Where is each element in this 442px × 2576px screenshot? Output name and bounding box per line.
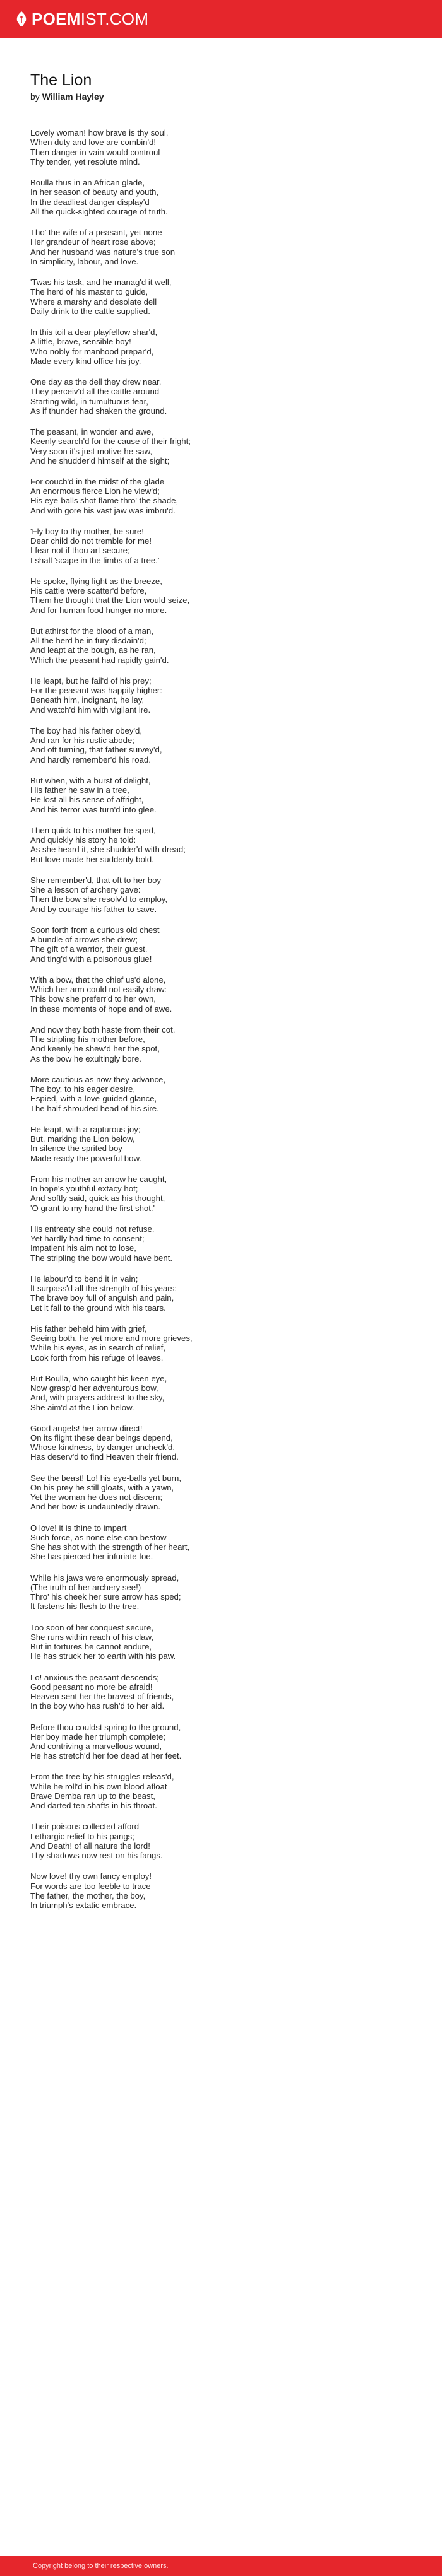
poem-stanza: [30, 1473, 412, 1512]
pen-nib-icon: [15, 11, 28, 27]
by-label: by: [30, 91, 40, 102]
poem-line: On his prey he still gloats, with a yawn,: [30, 1482, 174, 1492]
logo-text-light: IST.COM: [80, 9, 149, 28]
poem-line: He has stretch'd her foe dead at her feet.: [30, 1751, 182, 1761]
poem-line: Let it fall to the ground with his tears.: [30, 1303, 166, 1313]
poem-line: Keenly search'd for the cause of their fright;: [30, 436, 191, 447]
poem-line: And her husband was nature's true son: [30, 247, 176, 257]
poem-line: Good peasant no more be afraid!: [30, 1682, 153, 1692]
poem-line: The brave boy full of anguish and pain,: [30, 1293, 174, 1303]
poem-line: Their poisons collected afford: [30, 1822, 140, 1832]
poem-line: All the quick-sighted courage of truth.: [30, 206, 168, 216]
poem-stanza: [30, 1673, 412, 1711]
poem-line: The gift of a warrior, their guest,: [30, 944, 148, 954]
poem-line: Who nobly for manhood prepar'd,: [30, 346, 154, 356]
poem-line: The half-shrouded head of his sire.: [30, 1103, 159, 1113]
poem-line: Yet the woman he does not discern;: [30, 1492, 163, 1502]
poem-line: Whose kindness, by danger uncheck'd,: [30, 1443, 176, 1453]
poem-line: A bundle of arrows she drew;: [30, 935, 138, 945]
poem-stanza: [30, 577, 412, 615]
poem-line: Then danger in vain would controul: [30, 147, 160, 157]
poem-stanza: [30, 278, 412, 316]
poem-line: All the herd he in fury disdain'd;: [30, 636, 146, 646]
poem-line: It surpass'd all the strength of his years:: [30, 1283, 177, 1293]
poem-line: While he roll'd in his own blood afloat: [30, 1781, 167, 1791]
poem-line: While his eyes, as in search of relief,: [30, 1343, 166, 1353]
site-header: [0, 0, 442, 38]
poem-line: In silence the sprited boy: [30, 1144, 122, 1154]
poem-stanza: [30, 427, 412, 465]
poem-line: He labour'd to bend it in vain;: [30, 1273, 138, 1284]
poem-line: Yet hardly had time to consent;: [30, 1233, 145, 1243]
poem-line: Them he thought that the Lion would seize,: [30, 595, 190, 606]
poem-line: From his mother an arrow he caught,: [30, 1174, 167, 1184]
poem-line: And quickly his story he told:: [30, 835, 136, 845]
poem-line: Thy tender, yet resolute mind.: [30, 156, 140, 167]
poem-line: And his terror was turn'd into glee.: [30, 804, 157, 814]
poem-stanza: [30, 1523, 412, 1562]
poem-line: Soon forth from a curious old chest: [30, 925, 160, 935]
poem-line: Made ready the powerful bow.: [30, 1153, 141, 1163]
poem-line: In her season of beauty and youth,: [30, 187, 159, 197]
poem-line: And contriving a marvellous wound,: [30, 1742, 162, 1752]
poem-stanza: [30, 1723, 412, 1761]
poem-line: Seeing both, he yet more and more grieves,: [30, 1333, 193, 1343]
poem-line: His eye-balls shot flame thro' the shade,: [30, 496, 179, 506]
poem-line: I fear not if thou art secure;: [30, 546, 130, 556]
poem-line: Too soon of her conquest secure,: [30, 1622, 154, 1632]
poem-line: And for human food hunger no more.: [30, 605, 167, 615]
poem-line: The peasant, in wonder and awe,: [30, 426, 154, 436]
poem-line: More cautious as now they advance,: [30, 1074, 166, 1084]
poem-line: In triumph's extatic embrace.: [30, 1900, 137, 1911]
poem-line: His father beheld him with grief,: [30, 1323, 147, 1333]
poem-line: One day as the dell they drew near,: [30, 377, 162, 387]
poem-line: Then the bow she resolv'd to employ,: [30, 894, 168, 905]
poem-line: Where a marshy and desolate dell: [30, 296, 157, 307]
poem-line: For the peasant was happily higher:: [30, 686, 162, 696]
poem-stanza: [30, 1075, 412, 1113]
poem-line: And softly said, quick as his thought,: [30, 1193, 165, 1203]
poem-line: She has shot with the strength of her heart,: [30, 1542, 190, 1552]
poem-line: Daily drink to the cattle supplied.: [30, 306, 150, 316]
poem-line: But love made her suddenly bold.: [30, 854, 154, 864]
poem-line: They perceiv'd all the cattle around: [30, 387, 160, 397]
poem-line: Boulla thus in an African glade,: [30, 177, 145, 187]
poem-stanza: [30, 477, 412, 515]
poem-stanza: [30, 1374, 412, 1412]
poem-stanza: [30, 327, 412, 366]
poem-line: Thro' his cheek her sure arrow has sped;: [30, 1592, 181, 1602]
poem-line: 'Fly boy to thy mother, be sure!: [30, 526, 144, 536]
poem-stanza: [30, 228, 412, 266]
site-footer: [0, 2556, 442, 2576]
poem-line: Look forth from his refuge of leaves.: [30, 1352, 164, 1362]
poem-line: The stripling his mother before,: [30, 1034, 145, 1045]
poem-line: (The truth of her archery see!): [30, 1582, 141, 1592]
poem-line: Has deserv'd to find Heaven their friend.: [30, 1452, 179, 1462]
poem-line: She has pierced her infuriate foe.: [30, 1552, 153, 1562]
poem-line: As she heard it, she shudder'd with dread;: [30, 845, 186, 855]
poem-line: Lovely woman! how brave is thy soul,: [30, 128, 169, 138]
poem-line: This bow she preferr'd to her own,: [30, 994, 156, 1004]
poem-line: A little, brave, sensible boy!: [30, 337, 131, 347]
poem-line: And leapt at the bough, as he ran,: [30, 645, 156, 655]
poem-body: [30, 128, 412, 1911]
poem-stanza: [30, 1772, 412, 1810]
poem-stanza: [30, 726, 412, 764]
poem-line: But in tortures he cannot endure,: [30, 1642, 152, 1652]
poem-line: And he shudder'd himself at the sight;: [30, 455, 170, 465]
poem-line: Before thou couldst spring to the ground,: [30, 1722, 181, 1732]
poem-stanza: [30, 1424, 412, 1462]
poem-stanza: [30, 1623, 412, 1661]
poem-line: And Death! of all nature the lord!: [30, 1841, 150, 1851]
poem-stanza: [30, 527, 412, 565]
poem-line: Made every kind office his joy.: [30, 356, 141, 366]
poem-line: The herd of his master to guide,: [30, 287, 148, 297]
poem-line: For words are too feeble to trace: [30, 1881, 151, 1891]
footer-copyright: Copyright belong to their respective owners.: [33, 2562, 169, 2570]
poem-line: For couch'd in the midst of the glade: [30, 476, 165, 486]
poem-line: The boy, to his eager desire,: [30, 1084, 136, 1094]
poem-line: It fastens his flesh to the tree.: [30, 1601, 140, 1612]
poem-line: The stripling the bow would have bent.: [30, 1253, 173, 1263]
poem-line: And her bow is undauntedly drawn.: [30, 1502, 161, 1512]
poem-stanza: [30, 1125, 412, 1163]
poem-line: In this toil a dear playfellow shar'd,: [30, 327, 158, 337]
poem-line: And watch'd him with vigilant ire.: [30, 705, 151, 715]
site-logo[interactable]: [15, 11, 148, 27]
poem-line: Dear child do not tremble for me!: [30, 536, 152, 546]
poem-container: [30, 71, 412, 1921]
poem-line: O love! it is thine to impart: [30, 1523, 127, 1533]
poem-line: And darted ten shafts in his throat.: [30, 1801, 157, 1811]
logo-text: [32, 11, 148, 27]
poem-line: In hope's youthful extacy hot;: [30, 1183, 138, 1193]
poem-line: Now grasp'd her adventurous bow,: [30, 1383, 158, 1393]
poem-stanza: [30, 1274, 412, 1313]
poem-line: An enormous fierce Lion he view'd;: [30, 486, 160, 496]
poem-stanza: [30, 1174, 412, 1213]
poem-line: But when, with a burst of delight,: [30, 775, 151, 785]
poem-stanza: [30, 776, 412, 814]
poem-line: And keenly he shew'd her the spot,: [30, 1044, 160, 1054]
poem-line: Which her arm could not easily draw:: [30, 985, 167, 995]
poem-stanza: [30, 875, 412, 914]
poem-line: I shall 'scape in the limbs of a tree.': [30, 555, 160, 565]
poem-line: Very soon it's just motive he saw,: [30, 446, 153, 456]
poem-line: The boy had his father obey'd,: [30, 725, 143, 735]
poem-line: Beneath him, indignant, he lay,: [30, 695, 145, 705]
poem-line: He spoke, flying light as the breeze,: [30, 576, 162, 586]
poem-title: The Lion: [30, 71, 92, 89]
poem-line: Tho' the wife of a peasant, yet none: [30, 227, 162, 237]
poem-stanza: [30, 178, 412, 216]
poem-line: Then quick to his mother he sped,: [30, 825, 156, 835]
poem-line: In the deadliest danger display'd: [30, 197, 150, 207]
poem-line: But, marking the Lion below,: [30, 1133, 135, 1144]
poem-line: The father, the mother, the boy,: [30, 1891, 146, 1901]
poem-stanza: [30, 1224, 412, 1263]
logo-text-bold: POEM: [32, 9, 81, 28]
poem-line: She a lesson of archery gave:: [30, 885, 141, 895]
poem-stanza: [30, 377, 412, 416]
poem-line: See the beast! Lo! his eye-balls yet burn,: [30, 1473, 181, 1483]
poem-line: With a bow, that the chief us'd alone,: [30, 975, 166, 985]
poem-stanza: [30, 1573, 412, 1612]
poem-line: As the bow he exultingly bore.: [30, 1053, 141, 1063]
poem-stanza: [30, 925, 412, 964]
poem-line: In the boy who has rush'd to her aid.: [30, 1701, 165, 1711]
poem-stanza: [30, 1324, 412, 1362]
poem-line: Such force, as none else can bestow--: [30, 1532, 172, 1542]
poem-line: His entreaty she could not refuse,: [30, 1224, 155, 1234]
poem-line: His cattle were scatter'd before,: [30, 586, 147, 596]
poem-line: She runs within reach of his claw,: [30, 1632, 153, 1642]
poem-line: Her boy made her triumph complete;: [30, 1731, 166, 1742]
poem-line: Now love! thy own fancy employ!: [30, 1871, 152, 1882]
poem-line: Lethargic relief to his pangs;: [30, 1831, 134, 1841]
poem-line: From the tree by his struggles releas'd,: [30, 1772, 174, 1782]
poem-stanza: [30, 975, 412, 1014]
poem-line: And ting'd with a poisonous glue!: [30, 954, 152, 964]
poem-line: And with gore his vast jaw was imbru'd.: [30, 505, 176, 515]
poem-line: He leapt, with a rapturous joy;: [30, 1124, 141, 1134]
poem-line: While his jaws were enormously spread,: [30, 1572, 179, 1583]
poem-line: And oft turning, that father survey'd,: [30, 745, 162, 755]
poem-line: In simplicity, labour, and love.: [30, 256, 139, 266]
poem-stanza: [30, 1822, 412, 1860]
poem-line: And ran for his rustic abode;: [30, 735, 134, 746]
poem-stanza: [30, 626, 412, 665]
poem-line: But Boulla, who caught his keen eye,: [30, 1373, 167, 1383]
poem-line: In these moments of hope and of awe.: [30, 1004, 172, 1014]
poem-stanza: [30, 826, 412, 864]
poem-line: Which the peasant had rapidly gain'd.: [30, 655, 169, 665]
poem-line: She remember'd, that oft to her boy: [30, 875, 162, 885]
poem-line: Brave Demba ran up to the beast,: [30, 1791, 155, 1801]
poem-line: Lo! anxious the peasant descends;: [30, 1672, 159, 1682]
poem-line: On its flight these dear beings depend,: [30, 1432, 173, 1443]
poem-byline: [30, 91, 412, 102]
poem-line: As if thunder had shaken the ground.: [30, 406, 167, 416]
poem-line: And now they both haste from their cot,: [30, 1024, 176, 1034]
poem-line: Her grandeur of heart rose above;: [30, 237, 156, 247]
poem-line: 'O grant to my hand the first shot.': [30, 1203, 155, 1213]
poem-line: Impatient his aim not to lose,: [30, 1243, 136, 1253]
poem-line: Espied, with a love-guided glance,: [30, 1094, 157, 1104]
poem-stanza: [30, 1025, 412, 1063]
poem-line: He leapt, but he fail'd of his prey;: [30, 676, 152, 686]
poem-stanza: [30, 128, 412, 167]
poem-line: And by courage his father to save.: [30, 904, 157, 914]
poem-line: When duty and love are combin'd!: [30, 138, 156, 148]
poem-stanza: [30, 1871, 412, 1910]
poem-author-link[interactable]: William Hayley: [42, 91, 104, 102]
poem-line: Thy shadows now rest on his fangs.: [30, 1851, 163, 1861]
poem-line: 'Twas his task, and he manag'd it well,: [30, 277, 172, 287]
poem-stanza: [30, 676, 412, 715]
poem-line: And hardly remember'd his road.: [30, 754, 151, 764]
poem-line: He has struck her to earth with his paw.: [30, 1651, 176, 1661]
poem-line: Good angels! her arrow direct!: [30, 1423, 143, 1433]
poem-line: She aim'd at the Lion below.: [30, 1402, 134, 1412]
poem-line: And, with prayers addrest to the sky,: [30, 1393, 165, 1403]
poem-line: He lost all his sense of affright,: [30, 795, 144, 805]
poem-line: Heaven sent her the bravest of friends,: [30, 1692, 174, 1702]
poem-line: Starting wild, in tumultuous fear,: [30, 396, 148, 406]
poem-line: His father he saw in a tree,: [30, 785, 129, 795]
poem-line: But athirst for the blood of a man,: [30, 626, 153, 636]
